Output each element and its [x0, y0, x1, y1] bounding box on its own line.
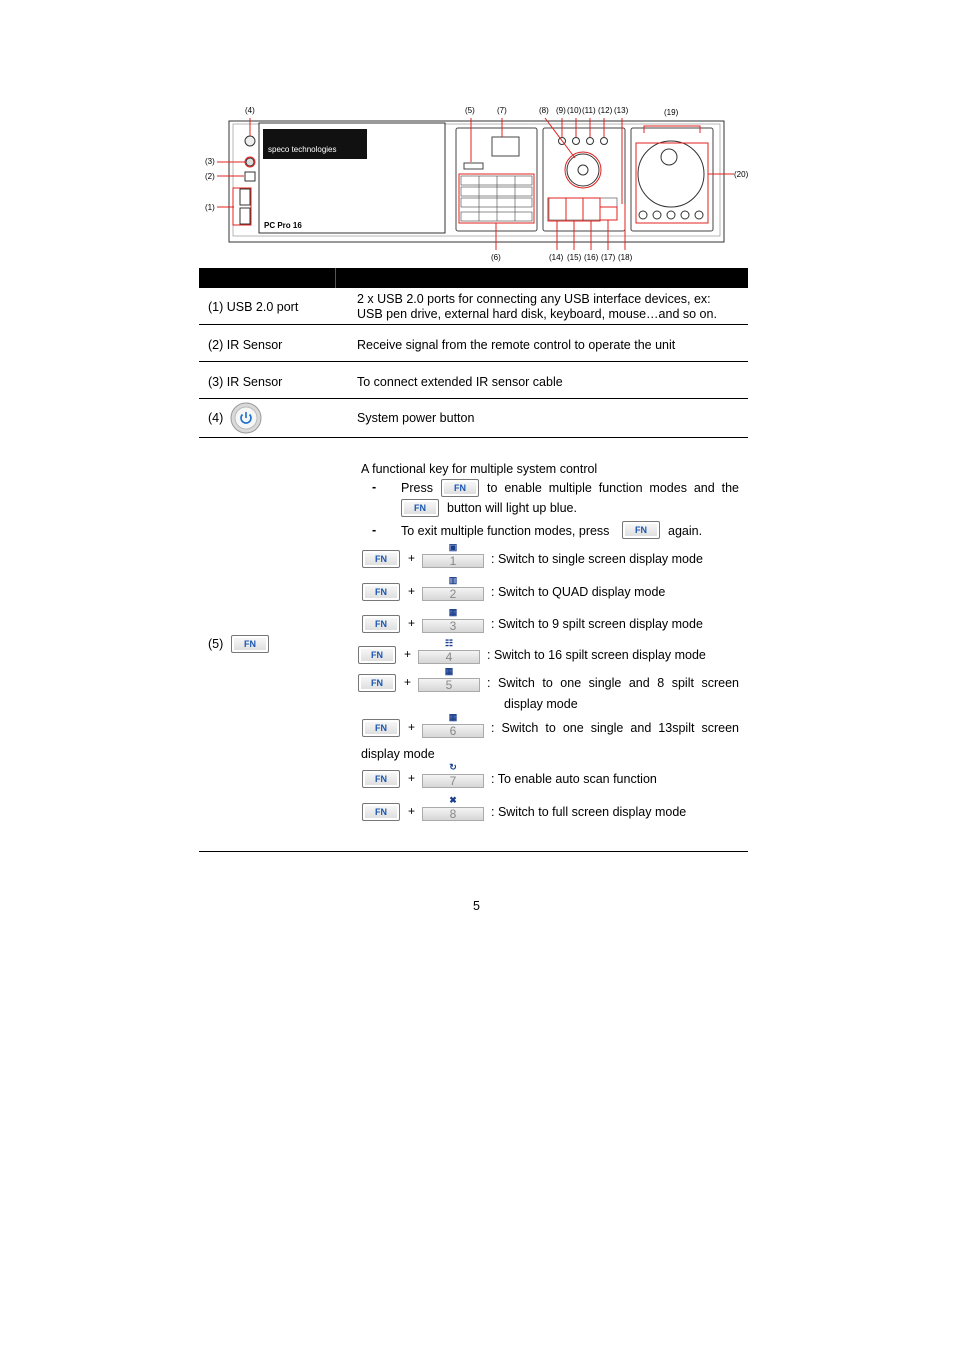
- number-keypad-graphic: [461, 176, 532, 221]
- usb-port-graphic: [240, 189, 250, 205]
- svg-text:speco technologies: speco technologies: [268, 145, 337, 154]
- combo-4-text: : Switch to 16 spilt screen display mode: [487, 648, 706, 662]
- power-button-graphic: [245, 136, 255, 146]
- combo-4-fn-key: FN: [358, 646, 396, 664]
- bullet1-post: button will light up blue.: [447, 501, 577, 515]
- row1-name: (1) USB 2.0 port: [208, 300, 299, 314]
- sixteen-split-icon: ☷: [444, 638, 454, 648]
- combo-2-fn-key: FN: [362, 583, 400, 601]
- callout-2: (2): [205, 172, 215, 181]
- auto-scan-icon: ↻: [449, 762, 457, 772]
- page-number: 5: [473, 899, 480, 913]
- callout-6: (6): [491, 253, 501, 262]
- one-plus-thirteen-icon: ▦: [448, 712, 458, 722]
- combo-6-text2: display mode: [361, 747, 435, 761]
- bullet2-pre: To exit multiple function modes, press: [401, 524, 610, 538]
- combo-7-key: ↻ 7: [422, 768, 484, 788]
- combo-8-key: ✖ 8: [422, 801, 484, 821]
- row2-desc: Receive signal from the remote control to operate the unit: [357, 338, 676, 352]
- combo-6-key: ▦ 6: [422, 718, 484, 738]
- fn-key-inline-1: FN: [441, 479, 479, 497]
- combo-5-text: : Switch to one single and 8 spilt screen: [487, 676, 739, 690]
- callout-10: (10): [567, 106, 582, 115]
- callout-18: (18): [618, 253, 633, 262]
- combo-7-fn-key: FN: [362, 770, 400, 788]
- bullet1-pre: Press: [401, 481, 433, 495]
- combo-5-key: ▦ 5: [418, 672, 480, 692]
- one-plus-eight-icon: ▦: [444, 666, 454, 676]
- row1-desc-line2: USB pen drive, external hard disk, keyboard, mouse…and so on.: [357, 307, 717, 321]
- svg-text:PC Pro 16: PC Pro 16: [264, 221, 302, 230]
- callout-12: (12): [598, 106, 613, 115]
- callout-3: (3): [205, 157, 215, 166]
- single-screen-icon: ▣: [448, 542, 458, 552]
- bullet2-post: again.: [668, 524, 703, 538]
- row3-desc: To connect extended IR sensor cable: [357, 375, 563, 389]
- callout-19: (19): [664, 108, 679, 117]
- bullet1-mid: to enable multiple function modes and the: [487, 481, 739, 495]
- combo-1-fn-key: FN: [362, 550, 400, 568]
- table-header-bar: [199, 268, 748, 288]
- combo-6-text: : Switch to one single and 13spilt screen: [491, 721, 739, 735]
- callout-17: (17): [601, 253, 616, 262]
- nine-split-icon: ▦: [448, 607, 458, 617]
- full-screen-icon: ✖: [449, 795, 457, 805]
- callout-15: (15): [567, 253, 582, 262]
- combo-3-key: ▦ 3: [422, 613, 484, 633]
- combo-5-fn-key: FN: [358, 674, 396, 692]
- row2-name: (2) IR Sensor: [208, 338, 283, 352]
- combo-1-text: : Switch to single screen display mode: [491, 552, 703, 566]
- callout-13: (13): [614, 106, 629, 115]
- fn-intro: A functional key for multiple system control: [361, 462, 598, 476]
- combo-2-key: ▥ 2: [422, 581, 484, 601]
- fn-key-inline-3: FN: [622, 521, 660, 539]
- fn-key-icon: FN: [231, 635, 269, 653]
- callout-8: (8): [539, 106, 549, 115]
- power-icon: [230, 402, 262, 434]
- callout-1: (1): [205, 203, 215, 212]
- combo-6-fn-key: FN: [362, 719, 400, 737]
- combo-8-text: : Switch to full screen display mode: [491, 805, 687, 819]
- combo-2-text: : Switch to QUAD display mode: [491, 585, 666, 599]
- callout-14: (14): [549, 253, 564, 262]
- fn-key-inline-2: FN: [401, 499, 439, 517]
- combo-8-fn-key: FN: [362, 803, 400, 821]
- callout-20: (20): [734, 170, 749, 179]
- row5-name: (5): [208, 637, 224, 651]
- front-panel-figure: [0, 0, 954, 265]
- row3-name: (3) IR Sensor: [208, 375, 283, 389]
- callout-11: (11): [582, 106, 596, 115]
- callout-9: (9): [556, 106, 566, 115]
- row4-name: (4): [208, 411, 224, 425]
- row4-desc: System power button: [357, 411, 475, 425]
- callout-16: (16): [584, 253, 599, 262]
- row1-desc-line1: 2 x USB 2.0 ports for connecting any USB interface devices, ex:: [357, 292, 711, 306]
- quad-icon: ▥: [448, 575, 458, 585]
- callout-7: (7): [497, 106, 507, 115]
- combo-4-key: ☷ 4: [418, 644, 480, 664]
- combo-1-key: ▣ 1: [422, 548, 484, 568]
- callout-5: (5): [465, 106, 475, 115]
- combo-3-fn-key: FN: [362, 615, 400, 633]
- combo-3-text: : Switch to 9 spilt screen display mode: [491, 617, 703, 631]
- callout-4: (4): [245, 106, 255, 115]
- brand-logo-box: [263, 129, 367, 159]
- combo-7-text: : To enable auto scan function: [491, 772, 657, 786]
- combo-5-text2: display mode: [504, 697, 578, 711]
